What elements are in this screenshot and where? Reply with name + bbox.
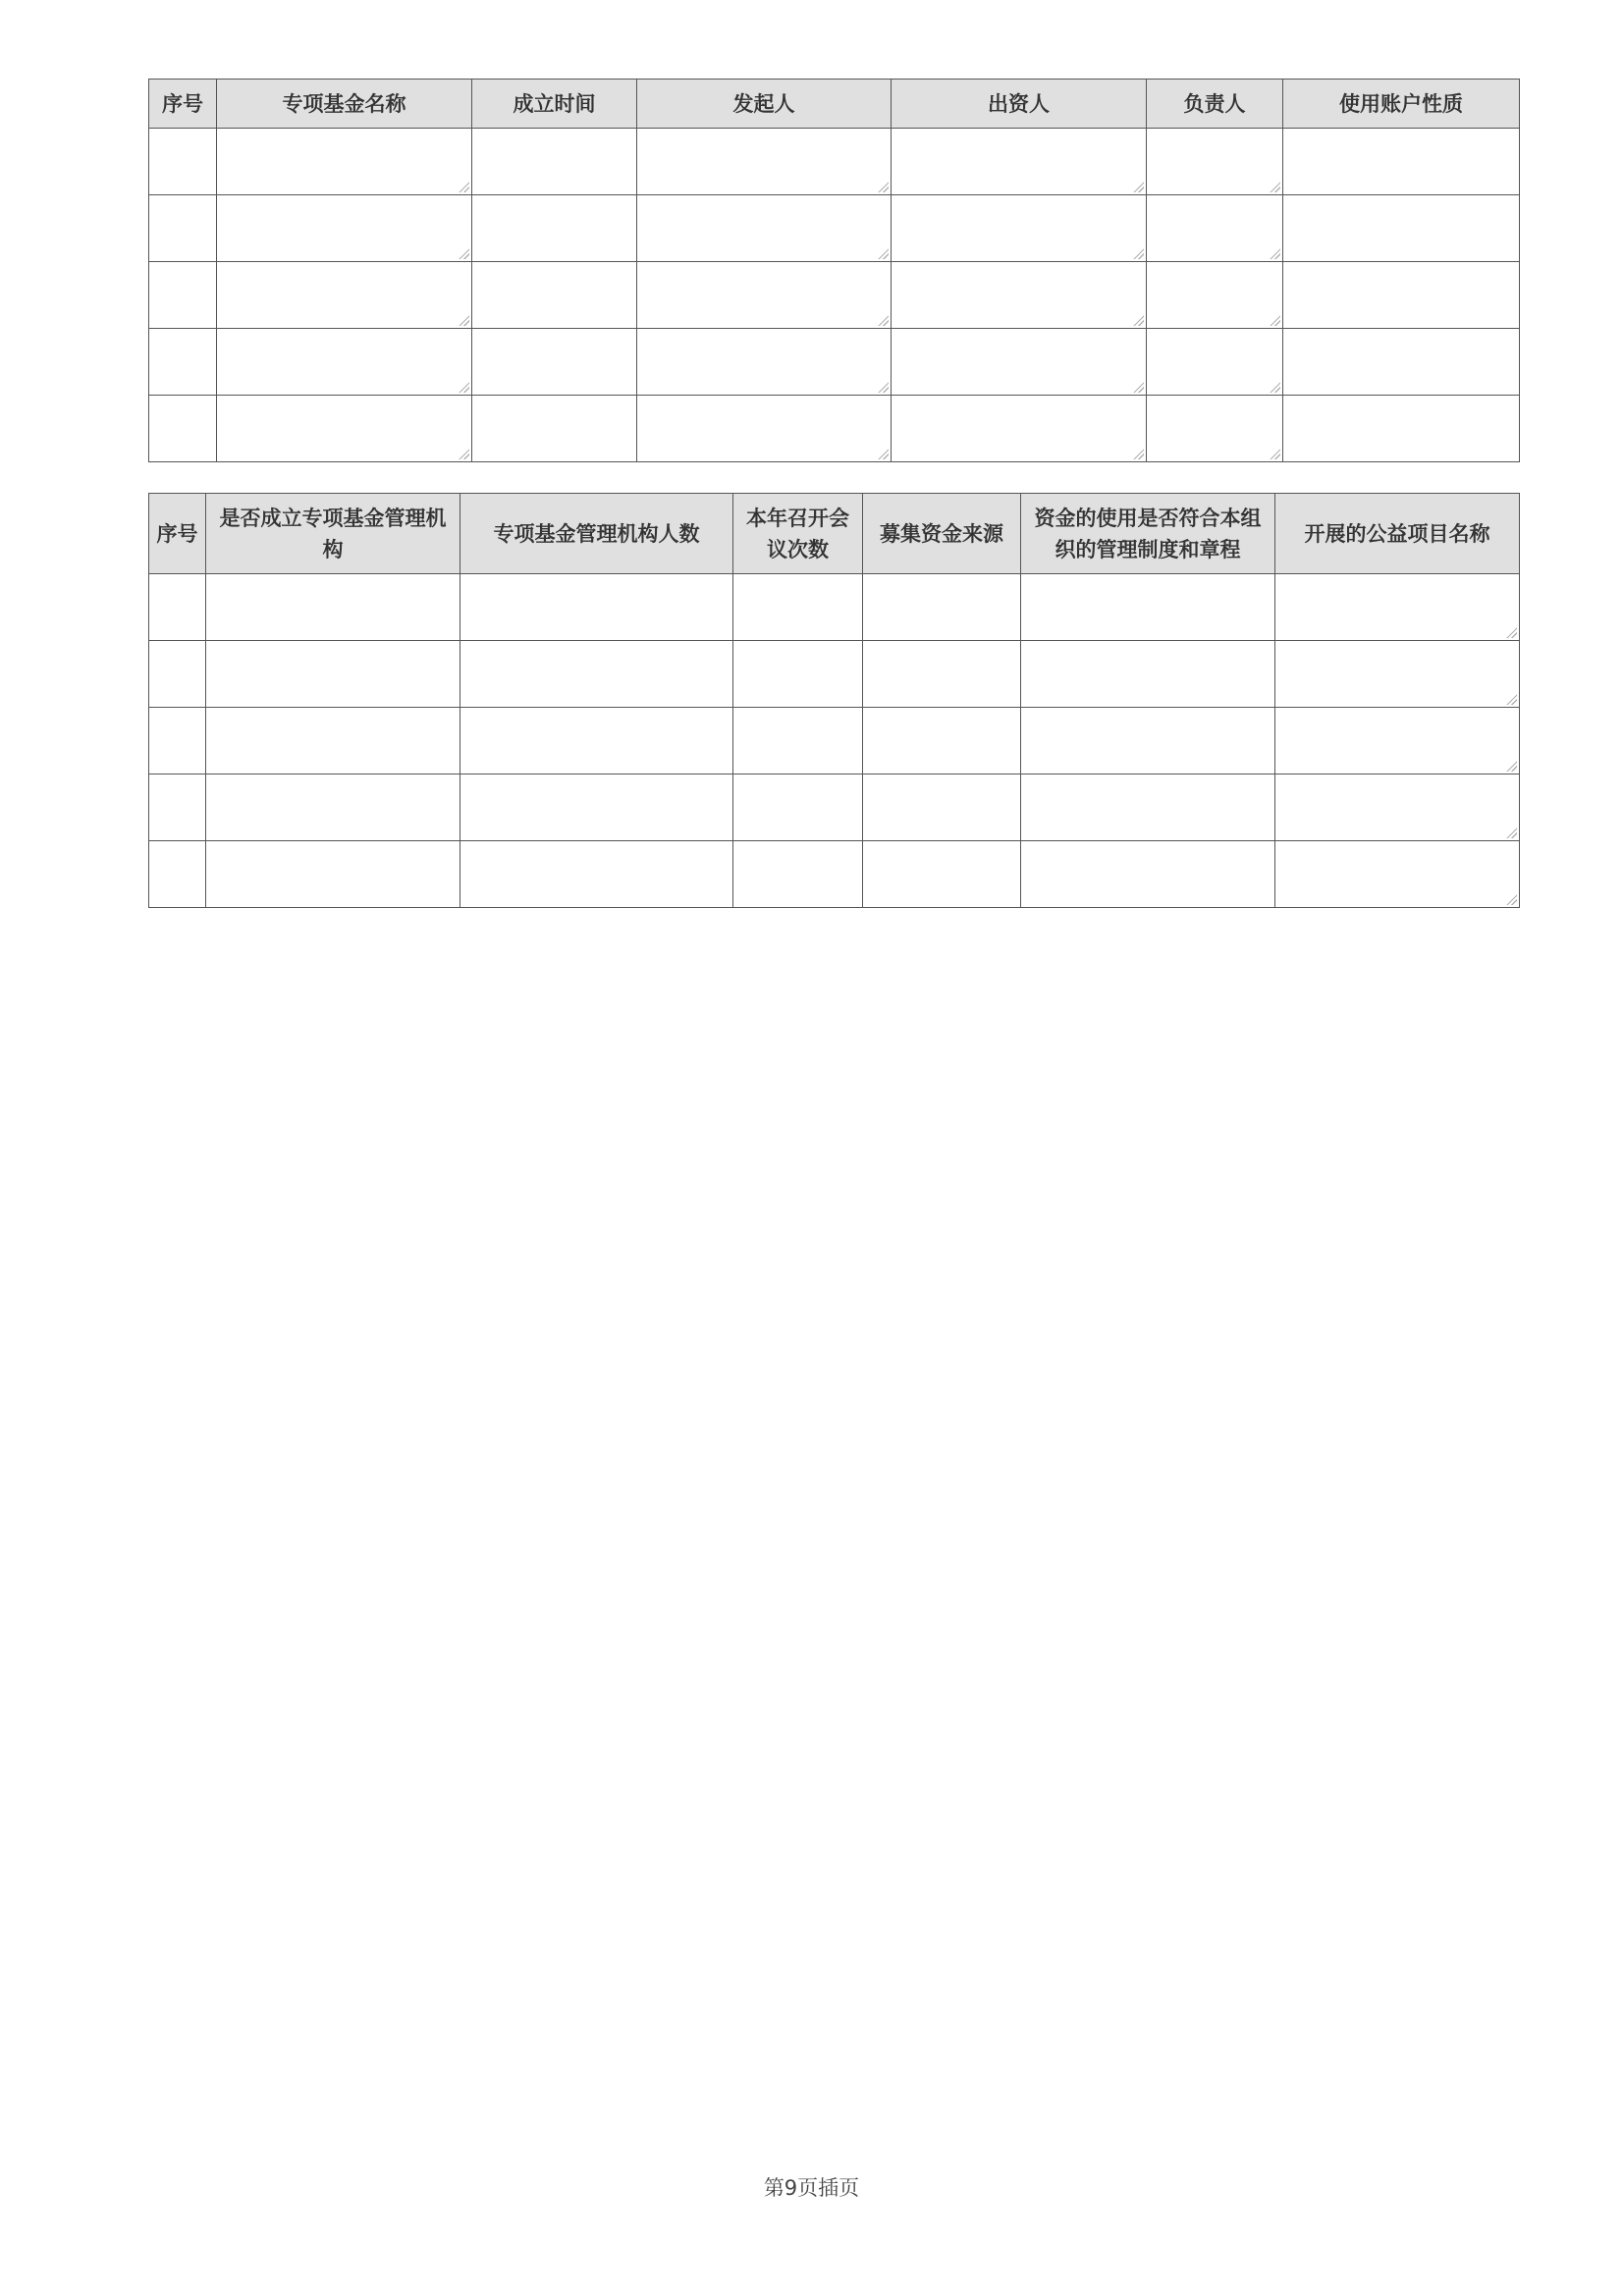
- resize-grip-icon[interactable]: [458, 314, 469, 326]
- management-body-established-field[interactable]: [206, 841, 460, 908]
- compliance-field[interactable]: [1021, 641, 1275, 708]
- header-project-names: 开展的公益项目名称: [1275, 494, 1520, 574]
- person-in-charge-field[interactable]: [1147, 195, 1283, 262]
- resize-grip-icon[interactable]: [877, 381, 889, 393]
- fund-source-field[interactable]: [863, 708, 1021, 774]
- management-body-established-field[interactable]: [206, 708, 460, 774]
- investor-field[interactable]: [892, 195, 1147, 262]
- fund-source-field[interactable]: [863, 774, 1021, 841]
- seq-cell: [149, 641, 206, 708]
- special-fund-table: [148, 79, 1520, 462]
- initiator-field[interactable]: [637, 195, 892, 262]
- resize-grip-icon[interactable]: [1132, 247, 1144, 259]
- established-date-field[interactable]: [472, 195, 637, 262]
- seq-cell: [149, 262, 217, 329]
- meetings-held-field[interactable]: [733, 574, 863, 641]
- investor-field[interactable]: [892, 329, 1147, 396]
- table-row: [149, 574, 1520, 641]
- header-fund-name: 专项基金名称: [217, 80, 472, 129]
- table-body: [149, 129, 1520, 462]
- management-body-established-field[interactable]: [206, 641, 460, 708]
- resize-grip-icon[interactable]: [458, 381, 469, 393]
- investor-field[interactable]: [892, 129, 1147, 195]
- project-names-field[interactable]: [1275, 708, 1520, 774]
- header-seq: 序号: [149, 494, 206, 574]
- initiator-field[interactable]: [637, 262, 892, 329]
- fund-name-field[interactable]: [217, 396, 472, 462]
- resize-grip-icon[interactable]: [1269, 247, 1280, 259]
- resize-grip-icon[interactable]: [1505, 893, 1517, 905]
- compliance-field[interactable]: [1021, 574, 1275, 641]
- table-header-row: [149, 80, 1520, 129]
- seq-cell: [149, 774, 206, 841]
- project-names-field[interactable]: [1275, 774, 1520, 841]
- management-body-established-field[interactable]: [206, 774, 460, 841]
- header-initiator: 发起人: [637, 80, 892, 129]
- table-header-row: [149, 494, 1520, 574]
- compliance-field[interactable]: [1021, 841, 1275, 908]
- established-date-field[interactable]: [472, 262, 637, 329]
- table-row: [149, 774, 1520, 841]
- seq-cell: [149, 841, 206, 908]
- established-date-field[interactable]: [472, 396, 637, 462]
- initiator-field[interactable]: [637, 129, 892, 195]
- initiator-field[interactable]: [637, 329, 892, 396]
- table-body: [149, 574, 1520, 908]
- header-compliance: 资金的使用是否符合本组织的管理制度和章程: [1021, 494, 1275, 574]
- management-body-size-field[interactable]: [460, 841, 733, 908]
- resize-grip-icon[interactable]: [877, 314, 889, 326]
- management-body-size-field[interactable]: [460, 774, 733, 841]
- resize-grip-icon[interactable]: [877, 448, 889, 459]
- fund-source-field[interactable]: [863, 641, 1021, 708]
- seq-cell: [149, 195, 217, 262]
- fund-name-field[interactable]: [217, 329, 472, 396]
- person-in-charge-field[interactable]: [1147, 129, 1283, 195]
- established-date-field[interactable]: [472, 329, 637, 396]
- resize-grip-icon[interactable]: [877, 247, 889, 259]
- header-investor: 出资人: [892, 80, 1147, 129]
- header-established-date: 成立时间: [472, 80, 637, 129]
- seq-cell: [149, 574, 206, 641]
- account-type-field[interactable]: [1283, 329, 1520, 396]
- resize-grip-icon[interactable]: [877, 181, 889, 192]
- header-seq: 序号: [149, 80, 217, 129]
- table-row: [149, 641, 1520, 708]
- investor-field[interactable]: [892, 262, 1147, 329]
- resize-grip-icon[interactable]: [1269, 381, 1280, 393]
- management-body-size-field[interactable]: [460, 708, 733, 774]
- resize-grip-icon[interactable]: [1269, 448, 1280, 459]
- resize-grip-icon[interactable]: [458, 448, 469, 459]
- header-person-in-charge: 负责人: [1147, 80, 1283, 129]
- initiator-field[interactable]: [637, 396, 892, 462]
- fund-source-field[interactable]: [863, 841, 1021, 908]
- person-in-charge-field[interactable]: [1147, 396, 1283, 462]
- resize-grip-icon[interactable]: [1132, 314, 1144, 326]
- resize-grip-icon[interactable]: [458, 181, 469, 192]
- resize-grip-icon[interactable]: [1505, 626, 1517, 638]
- fund-source-field[interactable]: [863, 574, 1021, 641]
- management-body-size-field[interactable]: [460, 641, 733, 708]
- meetings-held-field[interactable]: [733, 708, 863, 774]
- fund-name-field[interactable]: [217, 195, 472, 262]
- page-footer: [0, 2172, 1623, 2202]
- table-row: [149, 195, 1520, 262]
- meetings-held-field[interactable]: [733, 641, 863, 708]
- table-row: [149, 329, 1520, 396]
- seq-cell: [149, 396, 217, 462]
- investor-field[interactable]: [892, 396, 1147, 462]
- account-type-field[interactable]: [1283, 195, 1520, 262]
- person-in-charge-field[interactable]: [1147, 262, 1283, 329]
- project-names-field[interactable]: [1275, 641, 1520, 708]
- management-body-established-field[interactable]: [206, 574, 460, 641]
- header-account-type: 使用账户性质: [1283, 80, 1520, 129]
- table-row: [149, 262, 1520, 329]
- seq-cell: [149, 708, 206, 774]
- seq-cell: [149, 329, 217, 396]
- management-body-size-field[interactable]: [460, 574, 733, 641]
- resize-grip-icon[interactable]: [458, 247, 469, 259]
- resize-grip-icon[interactable]: [1505, 693, 1517, 705]
- project-names-field[interactable]: [1275, 574, 1520, 641]
- resize-grip-icon[interactable]: [1505, 827, 1517, 838]
- table-row: [149, 841, 1520, 908]
- compliance-field[interactable]: [1021, 774, 1275, 841]
- person-in-charge-field[interactable]: [1147, 329, 1283, 396]
- fund-name-field[interactable]: [217, 129, 472, 195]
- fund-management-table: [148, 493, 1520, 908]
- account-type-field[interactable]: [1283, 396, 1520, 462]
- header-fund-source: 募集资金来源: [863, 494, 1021, 574]
- meetings-held-field[interactable]: [733, 841, 863, 908]
- header-meetings-held: 本年召开会议次数: [733, 494, 863, 574]
- seq-cell: [149, 129, 217, 195]
- table-row: [149, 129, 1520, 195]
- page-number-note: 第9页插页: [763, 2176, 860, 2200]
- account-type-field[interactable]: [1283, 129, 1520, 195]
- header-management-body-established: 是否成立专项基金管理机构: [206, 494, 460, 574]
- table-row: [149, 708, 1520, 774]
- fund-name-field[interactable]: [217, 262, 472, 329]
- compliance-field[interactable]: [1021, 708, 1275, 774]
- header-management-body-size: 专项基金管理机构人数: [460, 494, 733, 574]
- account-type-field[interactable]: [1283, 262, 1520, 329]
- resize-grip-icon[interactable]: [1269, 181, 1280, 192]
- resize-grip-icon[interactable]: [1132, 448, 1144, 459]
- project-names-field[interactable]: [1275, 841, 1520, 908]
- resize-grip-icon[interactable]: [1132, 381, 1144, 393]
- resize-grip-icon[interactable]: [1269, 314, 1280, 326]
- resize-grip-icon[interactable]: [1505, 760, 1517, 772]
- established-date-field[interactable]: [472, 129, 637, 195]
- meetings-held-field[interactable]: [733, 774, 863, 841]
- table-row: [149, 396, 1520, 462]
- resize-grip-icon[interactable]: [1132, 181, 1144, 192]
